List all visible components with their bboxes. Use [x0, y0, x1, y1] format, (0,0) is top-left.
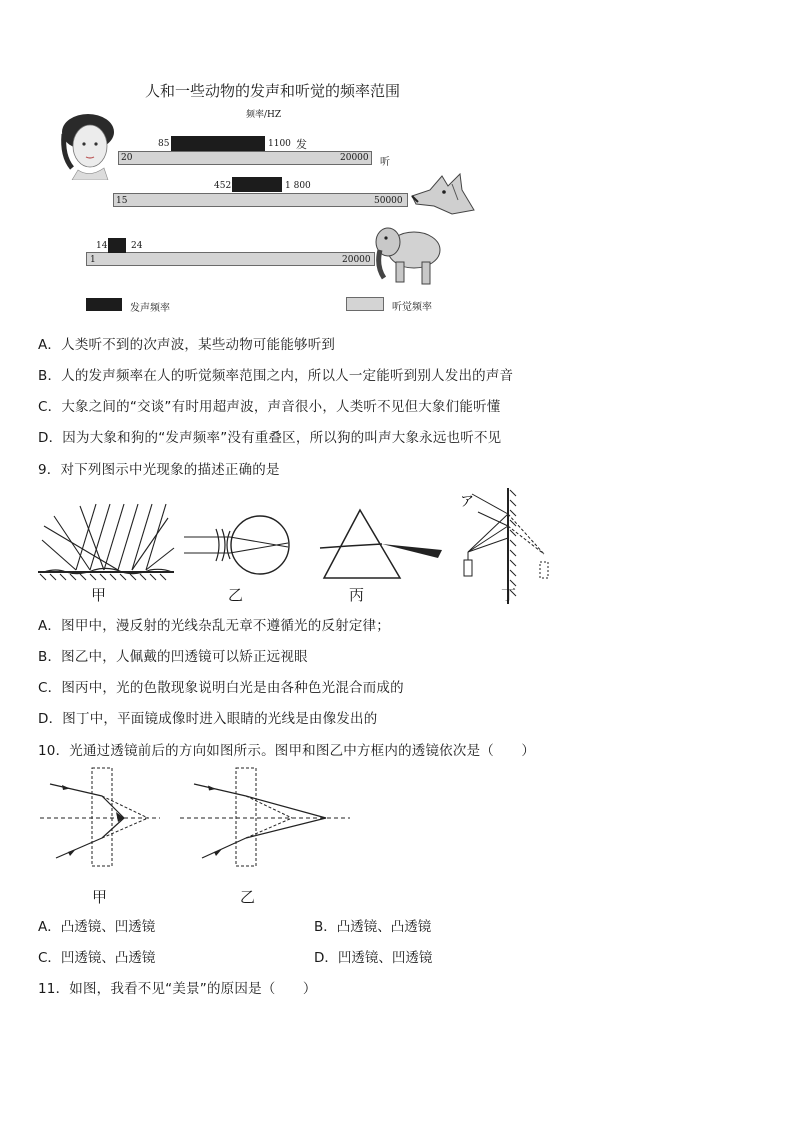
chart-title: 人和一些动物的发声和听觉的频率范围: [145, 82, 401, 100]
legend-voice-swatch: [86, 298, 122, 311]
q9-fig-label-bing: 丙: [349, 586, 365, 604]
human-hear-tag: 听: [380, 157, 390, 168]
dog-hear-high: 50000: [374, 196, 403, 206]
dog-hear-low: 15: [116, 196, 128, 206]
q9-fig-label-yi: 乙: [228, 586, 244, 604]
q9-fig-label-jia: 甲: [91, 586, 107, 604]
lens-box-figure-jia: [40, 766, 160, 870]
q9-stem: 9．对下列图示中光现象的描述正确的是: [38, 462, 280, 478]
prism-dispersion-figure: [318, 506, 448, 582]
q10-option-c: C．凹透镜、凸透镜: [38, 950, 156, 966]
human-voice-low: 85: [158, 139, 170, 149]
elephant-hearing-bar: [86, 252, 375, 266]
legend-voice-label: 发声频率: [130, 303, 170, 314]
human-voice-bar: [171, 136, 265, 151]
elephant-hear-low: 1: [90, 255, 96, 265]
q9-fig-label-ding: 丁: [501, 586, 517, 604]
elephant-illustration: [372, 220, 444, 288]
svg-text:ア: ア: [460, 494, 474, 510]
dog-voice-low: 452: [214, 181, 232, 191]
q8-option-b: B．人的发声频率在人的听觉频率范围之内，所以人一定能听到别人发出的声音: [38, 368, 514, 384]
q10-option-d: D．凹透镜、凹透镜: [314, 950, 433, 966]
dog-voice-bar: [232, 177, 282, 192]
q10-fig-label-yi: 乙: [240, 888, 256, 906]
q10-fig-label-jia: 甲: [92, 888, 108, 906]
dog-voice-high: 1 800: [285, 181, 311, 191]
elephant-voice-bar: [108, 238, 126, 253]
human-hearing-bar: [118, 151, 372, 165]
lens-box-figure-yi: [180, 766, 350, 870]
q8-option-c: C．大象之间的“交谈”有时用超声波，声音很小，人类听不见但大象们能听懂: [38, 399, 501, 415]
diffuse-reflection-figure: [36, 498, 176, 582]
elephant-hear-high: 20000: [342, 255, 371, 265]
human-hear-high: 20000: [340, 153, 369, 163]
human-face-illustration: [58, 110, 118, 180]
elephant-voice-high: 24: [131, 241, 143, 251]
dog-hearing-bar: [113, 193, 408, 207]
human-hear-low: 20: [121, 153, 133, 163]
q10-stem: 10．光通过透镜前后的方向如图所示。图甲和图乙中方框内的透镜依次是（ ）: [38, 743, 536, 759]
legend-hear-swatch: [346, 297, 384, 311]
q9-option-b: B．图乙中，人佩戴的凹透镜可以矫正远视眼: [38, 649, 308, 665]
chart-unit-label: 频率/HZ: [246, 110, 282, 120]
q8-option-a: A．人类听不到的次声波，某些动物可能能够听到: [38, 337, 336, 353]
human-voice-high: 1100: [268, 139, 291, 149]
legend-hear-label: 听觉频率: [392, 302, 432, 313]
elephant-voice-low: 14: [96, 241, 108, 251]
q8-option-d: D．因为大象和狗的“发声频率”没有重叠区，所以狗的叫声大象永远也听不见: [38, 430, 502, 446]
human-voice-tag: 发: [296, 138, 307, 151]
q9-option-c: C．图丙中，光的色散现象说明白光是由各种色光混合而成的: [38, 680, 404, 696]
eye-lens-figure: [184, 515, 296, 577]
q9-option-d: D．图丁中，平面镜成像时进入眼睛的光线是由像发出的: [38, 711, 378, 727]
q11-stem: 11．如图，我看不见“美景”的原因是（ ）: [38, 981, 317, 997]
dog-head-illustration: [408, 170, 476, 218]
q10-option-a: A．凸透镜、凹透镜: [38, 919, 156, 935]
q9-option-a: A．图甲中，漫反射的光线杂乱无章不遵循光的反射定律；: [38, 618, 390, 634]
q10-option-b: B．凸透镜、凸透镜: [314, 919, 432, 935]
